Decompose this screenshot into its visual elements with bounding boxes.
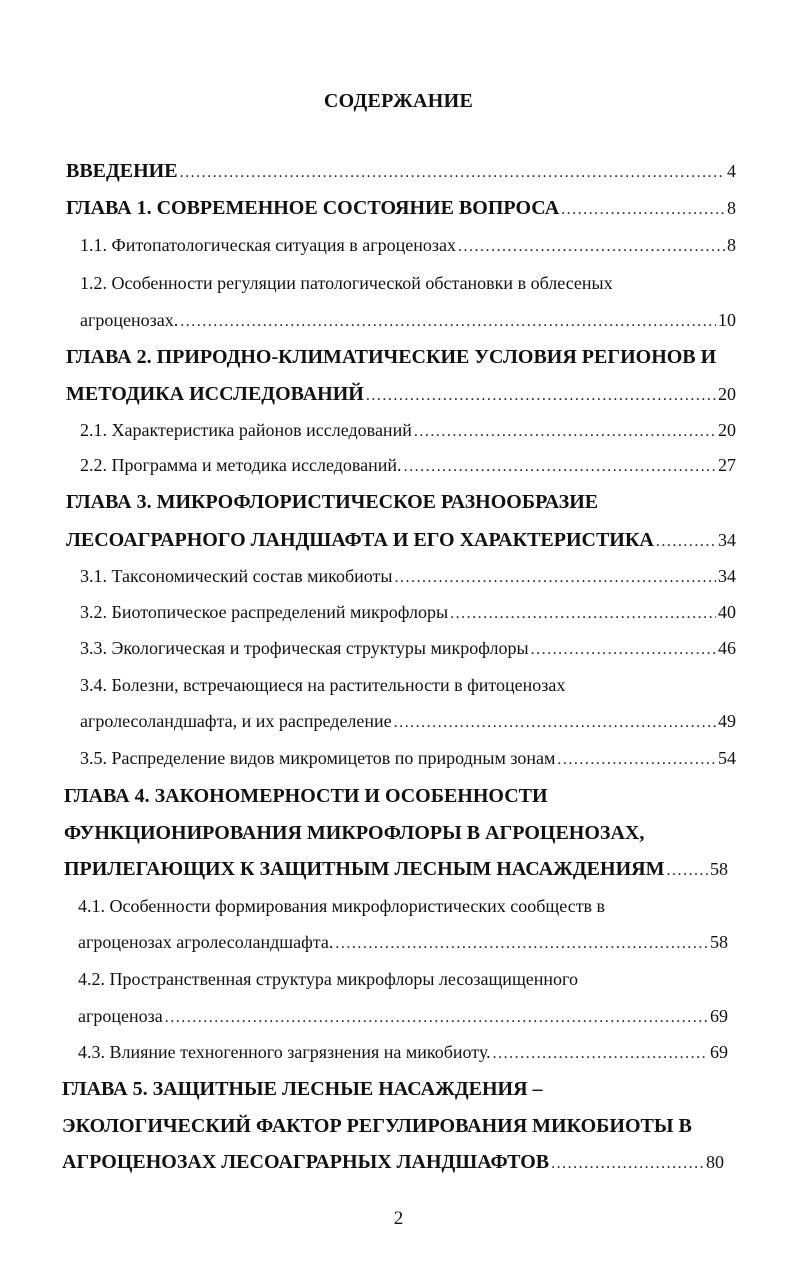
leader-dots [414,423,716,441]
toc-entry-title: 4.2. Пространственная структура микрофлоры лесозащищенного [78,969,578,989]
toc-entry-chapter-5-line-2[interactable] [62,1115,724,1143]
toc-entry-title: ФУНКЦИОНИРОВАНИЯ МИКРОФЛОРЫ В АГРОЦЕНОЗАХ, [64,822,645,844]
toc-page-number: 10 [718,310,736,330]
toc-page-number: 34 [718,530,736,550]
leader-dots [557,751,716,769]
toc-entry-title: агроценозах агролесоландшафта. [78,932,334,952]
toc-page-number: 80 [706,1152,724,1172]
toc-entry-title: ГЛАВА 2. ПРИРОДНО-КЛИМАТИЧЕСКИЕ УСЛОВИЯ РЕГИОНОВ И [66,346,717,368]
toc-entry-section-4-1[interactable] [78,932,728,960]
toc-entry-title: 2.2. Программа и методика исследований. [80,455,402,475]
toc-entry-title: 4.1. Особенности формирования микрофлористических сообществ в [78,896,606,916]
toc-entry-title: ВВЕДЕНИЕ [66,160,178,182]
page-title: СОДЕРЖАНИЕ [323,90,474,112]
toc-entry-chapter-5[interactable] [62,1151,724,1179]
toc-page-number: 58 [710,932,728,952]
toc-page-number: 69 [710,1006,728,1026]
leader-dots [551,1155,704,1173]
toc-entry-section-2-2[interactable] [80,455,736,483]
leader-dots [180,313,716,331]
toc-entry-title: 3.2. Биотопическое распределений микрофлоры [80,602,449,622]
toc-page-number: 27 [718,455,736,475]
toc-entry-chapter-3[interactable] [66,529,736,557]
toc-entry-title: АГРОЦЕНОЗАХ ЛЕСОАГРАРНЫХ ЛАНДШАФТОВ [62,1151,550,1173]
toc-entry-section-4-2[interactable] [78,1006,728,1034]
toc-entry-title: 1.1. Фитопатологическая ситуация в агроценозах [80,235,457,255]
toc-entry-section-3-3[interactable] [80,638,736,666]
leader-dots [458,238,725,256]
toc-page-number: 8 [727,235,736,255]
leader-dots [561,201,725,219]
toc-entry-section-3-5[interactable] [80,748,736,776]
toc-entry-section-3-1[interactable] [80,566,736,594]
toc-entry-title: 3.4. Болезни, встречающиеся на растительности в фитоценозах [80,675,566,695]
toc-page-number: 4 [727,161,736,181]
toc-entry-chapter-4-line-1[interactable] [64,785,728,813]
toc-entry-title: 3.5. Распределение видов микромицетов по природным зонам [80,748,556,768]
toc-entry-title: ГЛАВА 5. ЗАЩИТНЫЕ ЛЕСНЫЕ НАСАЖДЕНИЯ – [62,1078,543,1100]
toc-entry-title: ЭКОЛОГИЧЕСКИЙ ФАКТОР РЕГУЛИРОВАНИЯ МИКОБИОТЫ В [62,1115,692,1137]
toc-entry-section-3-4-line-1[interactable] [80,675,736,703]
toc-entry-title: 2.1. Характеристика районов исследований [80,420,412,440]
leader-dots [450,605,716,623]
toc-page-number: 46 [718,638,736,658]
toc-entry-title: агроценозах. [80,310,179,330]
leader-dots [394,714,716,732]
toc-entry-section-3-2[interactable] [80,602,736,630]
toc-entry-title: МЕТОДИКА ИССЛЕДОВАНИЙ [66,383,364,405]
toc-entry-section-1-2[interactable] [80,310,736,338]
toc-page-number: 20 [718,384,736,404]
toc-entry-section-1-1[interactable] [80,235,736,263]
toc-entry-title: ГЛАВА 4. ЗАКОНОМЕРНОСТИ И ОСОБЕННОСТИ [64,785,548,807]
toc-entry-title: ЛЕСОАГРАРНОГО ЛАНДШАФТА И ЕГО ХАРАКТЕРИСТИКА [66,529,654,551]
toc-entry-chapter-2[interactable] [66,383,736,411]
toc-entry-chapter-5-line-1[interactable] [62,1078,724,1106]
toc-entry-title: 3.1. Таксономический состав микобиоты [80,566,393,586]
toc-entry-title: 4.3. Влияние техногенного загрязнения на микобиоту. [78,1042,491,1062]
toc-entry-chapter-4-line-2[interactable] [64,822,728,850]
toc-entry-chapter-4[interactable] [64,858,728,886]
toc-entry-chapter-3-line-1[interactable] [66,491,736,519]
toc-page-number: 40 [718,602,736,622]
leader-dots [335,935,708,953]
leader-dots [395,569,717,587]
toc-entry-section-2-1[interactable] [80,420,736,448]
toc-entry-section-1-2-line-1[interactable] [80,273,736,301]
toc-entry-section-3-4[interactable] [80,711,736,739]
leader-dots [404,458,716,476]
leader-dots [366,387,716,405]
toc-entry-section-4-1-line-1[interactable] [78,896,728,924]
toc-entry-title: ГЛАВА 3. МИКРОФЛОРИСТИЧЕСКОЕ РАЗНООБРАЗИЕ [66,491,599,513]
toc-entry-title: 1.2. Особенности регуляции патологической обстановки в облесеных [80,273,613,293]
toc-entry-chapter-2-line-1[interactable] [66,346,736,374]
toc-page-number: 49 [718,711,736,731]
toc-entry-chapter-1[interactable] [66,197,736,225]
toc-page-number: 54 [718,748,736,768]
leader-dots [666,862,708,880]
toc-page-number: 20 [718,420,736,440]
leader-dots [180,164,725,182]
leader-dots [165,1009,708,1027]
leader-dots [531,641,716,659]
toc-page-number: 58 [710,859,728,879]
leader-dots [656,533,716,551]
toc-entry-title: 3.3. Экологическая и трофическая структуры микрофлоры [80,638,529,658]
toc-page-number: 69 [710,1042,728,1062]
toc-entry-section-4-3[interactable] [78,1042,728,1070]
toc-page-number: 34 [718,566,736,586]
leader-dots [493,1045,708,1063]
page-number: 2 [393,1208,404,1229]
toc-entry-introduction[interactable] [66,160,736,188]
toc-page-number: 8 [727,198,736,218]
toc-entry-title: ПРИЛЕГАЮЩИХ К ЗАЩИТНЫМ ЛЕСНЫМ НАСАЖДЕНИЯМ [64,858,665,880]
toc-entry-title: ГЛАВА 1. СОВРЕМЕННОЕ СОСТОЯНИЕ ВОПРОСА [66,197,560,219]
toc-entry-section-4-2-line-1[interactable] [78,969,728,997]
toc-entry-title: агролесоландшафта, и их распределение [80,711,392,731]
toc-entry-title: агроценоза [78,1006,163,1026]
